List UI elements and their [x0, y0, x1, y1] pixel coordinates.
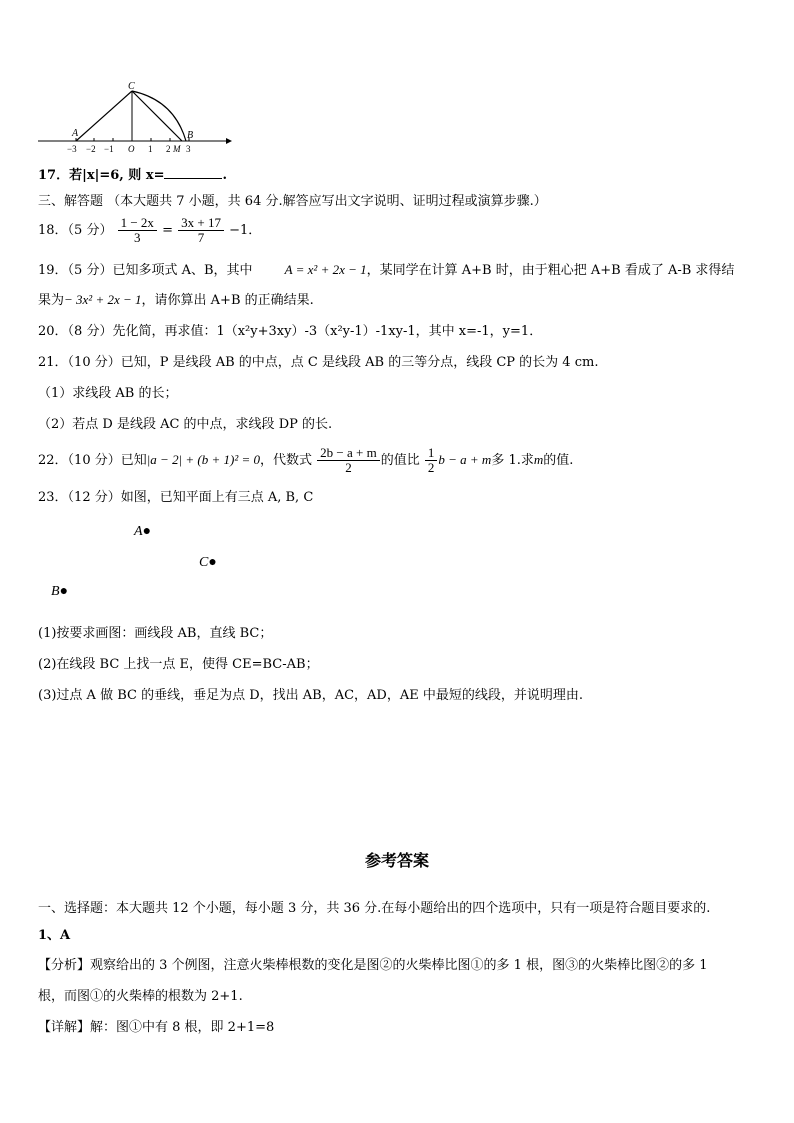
question-19-line2: 果为− 3x² + 2x − 1，请你算出 A+B 的正确结果.	[38, 292, 314, 308]
question-23-part1: (1)按要求画图：画线段 AB，直线 BC；	[38, 626, 273, 641]
section-3-header: 三、解答题 （本大题共 7 小题，共 64 分.解答应写出文字说明、证明过程或演算步骤.）	[38, 194, 547, 209]
fraction-left: $\frac{1 - 2x}{3}$	[118, 216, 157, 245]
point-a: A●	[134, 524, 152, 539]
question-17: 17．若|x|=6, 则 x= .	[38, 168, 228, 183]
label-c: C	[128, 81, 135, 92]
question-21: 21．（10 分）已知，P 是线段 AB 的中点，点 C 是线段 AB 的三等分点，线段 CP 的长为 4 cm.	[38, 355, 599, 370]
tick-1: 1	[148, 144, 153, 154]
point-b: B●	[51, 584, 69, 599]
answers-section-1: 一、选择题：本大题共 12 个小题，每小题 3 分，共 36 分.在每小题给出的四个选项中，只有一项是符合题目要求的.	[38, 901, 711, 916]
axis-arrow-icon	[226, 138, 232, 144]
fraction-half: $\frac{1}{2}$	[425, 446, 438, 475]
tick-2: 2	[166, 144, 171, 154]
analysis-line-2: 根，而图①的火柴棒的根数为 2+1.	[38, 989, 243, 1004]
tick-o: O	[128, 144, 135, 154]
question-19-line1: 19．（5 分）已知多项式 A、B，其中 A = x² + 2x − 1，某同学在计算 A+B 时，由于粗心把 A+B 看成了 A-B 求得结	[38, 262, 735, 278]
label-a: A	[72, 128, 79, 139]
fraction-right: $\frac{3x + 17}{7}$	[178, 216, 224, 245]
expr-b: − 3x² + 2x − 1	[64, 292, 142, 307]
detail-line: 【详解】解：图①中有 8 根，即 2+1=8	[38, 1020, 275, 1035]
tick-neg3: −3	[67, 144, 77, 154]
fraction-expression: $\frac{2b - a + m}{2}$	[317, 446, 380, 475]
answer-1: 1、A	[38, 928, 71, 943]
point-c: C●	[199, 555, 217, 570]
tick-neg2: −2	[86, 144, 96, 154]
expr-a: A = x² + 2x − 1	[284, 262, 367, 277]
question-22: 22．（10 分）已知|a − 2| + (b + 1)² = 0，代数式 $\frac{2b - a + m}{2}$ 的值比 $\frac{1}{2}$ b − a + m多 1.求m的值.	[38, 445, 574, 475]
analysis-line-1: 【分析】观察给出的 3 个例图，注意火柴棒根数的变化是图②的火柴棒比图①的多 1 根，图③的火柴棒比图②的多 1	[38, 958, 708, 973]
segment-ac	[76, 91, 132, 141]
question-23-part2: (2)在线段 BC 上找一点 E，使得 CE=BC-AB；	[38, 657, 319, 672]
condition: |a − 2| + (b + 1)² = 0	[146, 452, 261, 467]
answer-blank[interactable]	[164, 166, 222, 179]
tick-3: 3	[186, 144, 191, 154]
question-18: 18．（5 分） $\frac{1 - 2x}{3}$ = $\frac{3x + 17}{7}$ −1．	[38, 215, 262, 245]
question-21-part2: （2）若点 D 是线段 AC 的中点，求线段 DP 的长.	[38, 417, 333, 432]
number-line-figure	[36, 80, 236, 154]
question-20: 20．（8 分）先化简，再求值：1（x²y+3xy）-3（x²y-1）-1xy-1，其中 x=-1，y=1．	[38, 324, 543, 339]
label-b: B	[187, 130, 194, 141]
label-m: M	[173, 144, 181, 154]
tick-neg1: −1	[104, 144, 114, 154]
question-23-part3: (3)过点 A 做 BC 的垂线，垂足为点 D，找出 AB，AC，AD，AE 中最短的线段，并说明理由.	[38, 688, 583, 703]
question-23: 23．（12 分）如图，已知平面上有三点 A, B, C	[38, 490, 314, 505]
answers-title: 参考答案	[364, 851, 429, 870]
question-21-part1: （1）求线段 AB 的长；	[38, 386, 178, 401]
